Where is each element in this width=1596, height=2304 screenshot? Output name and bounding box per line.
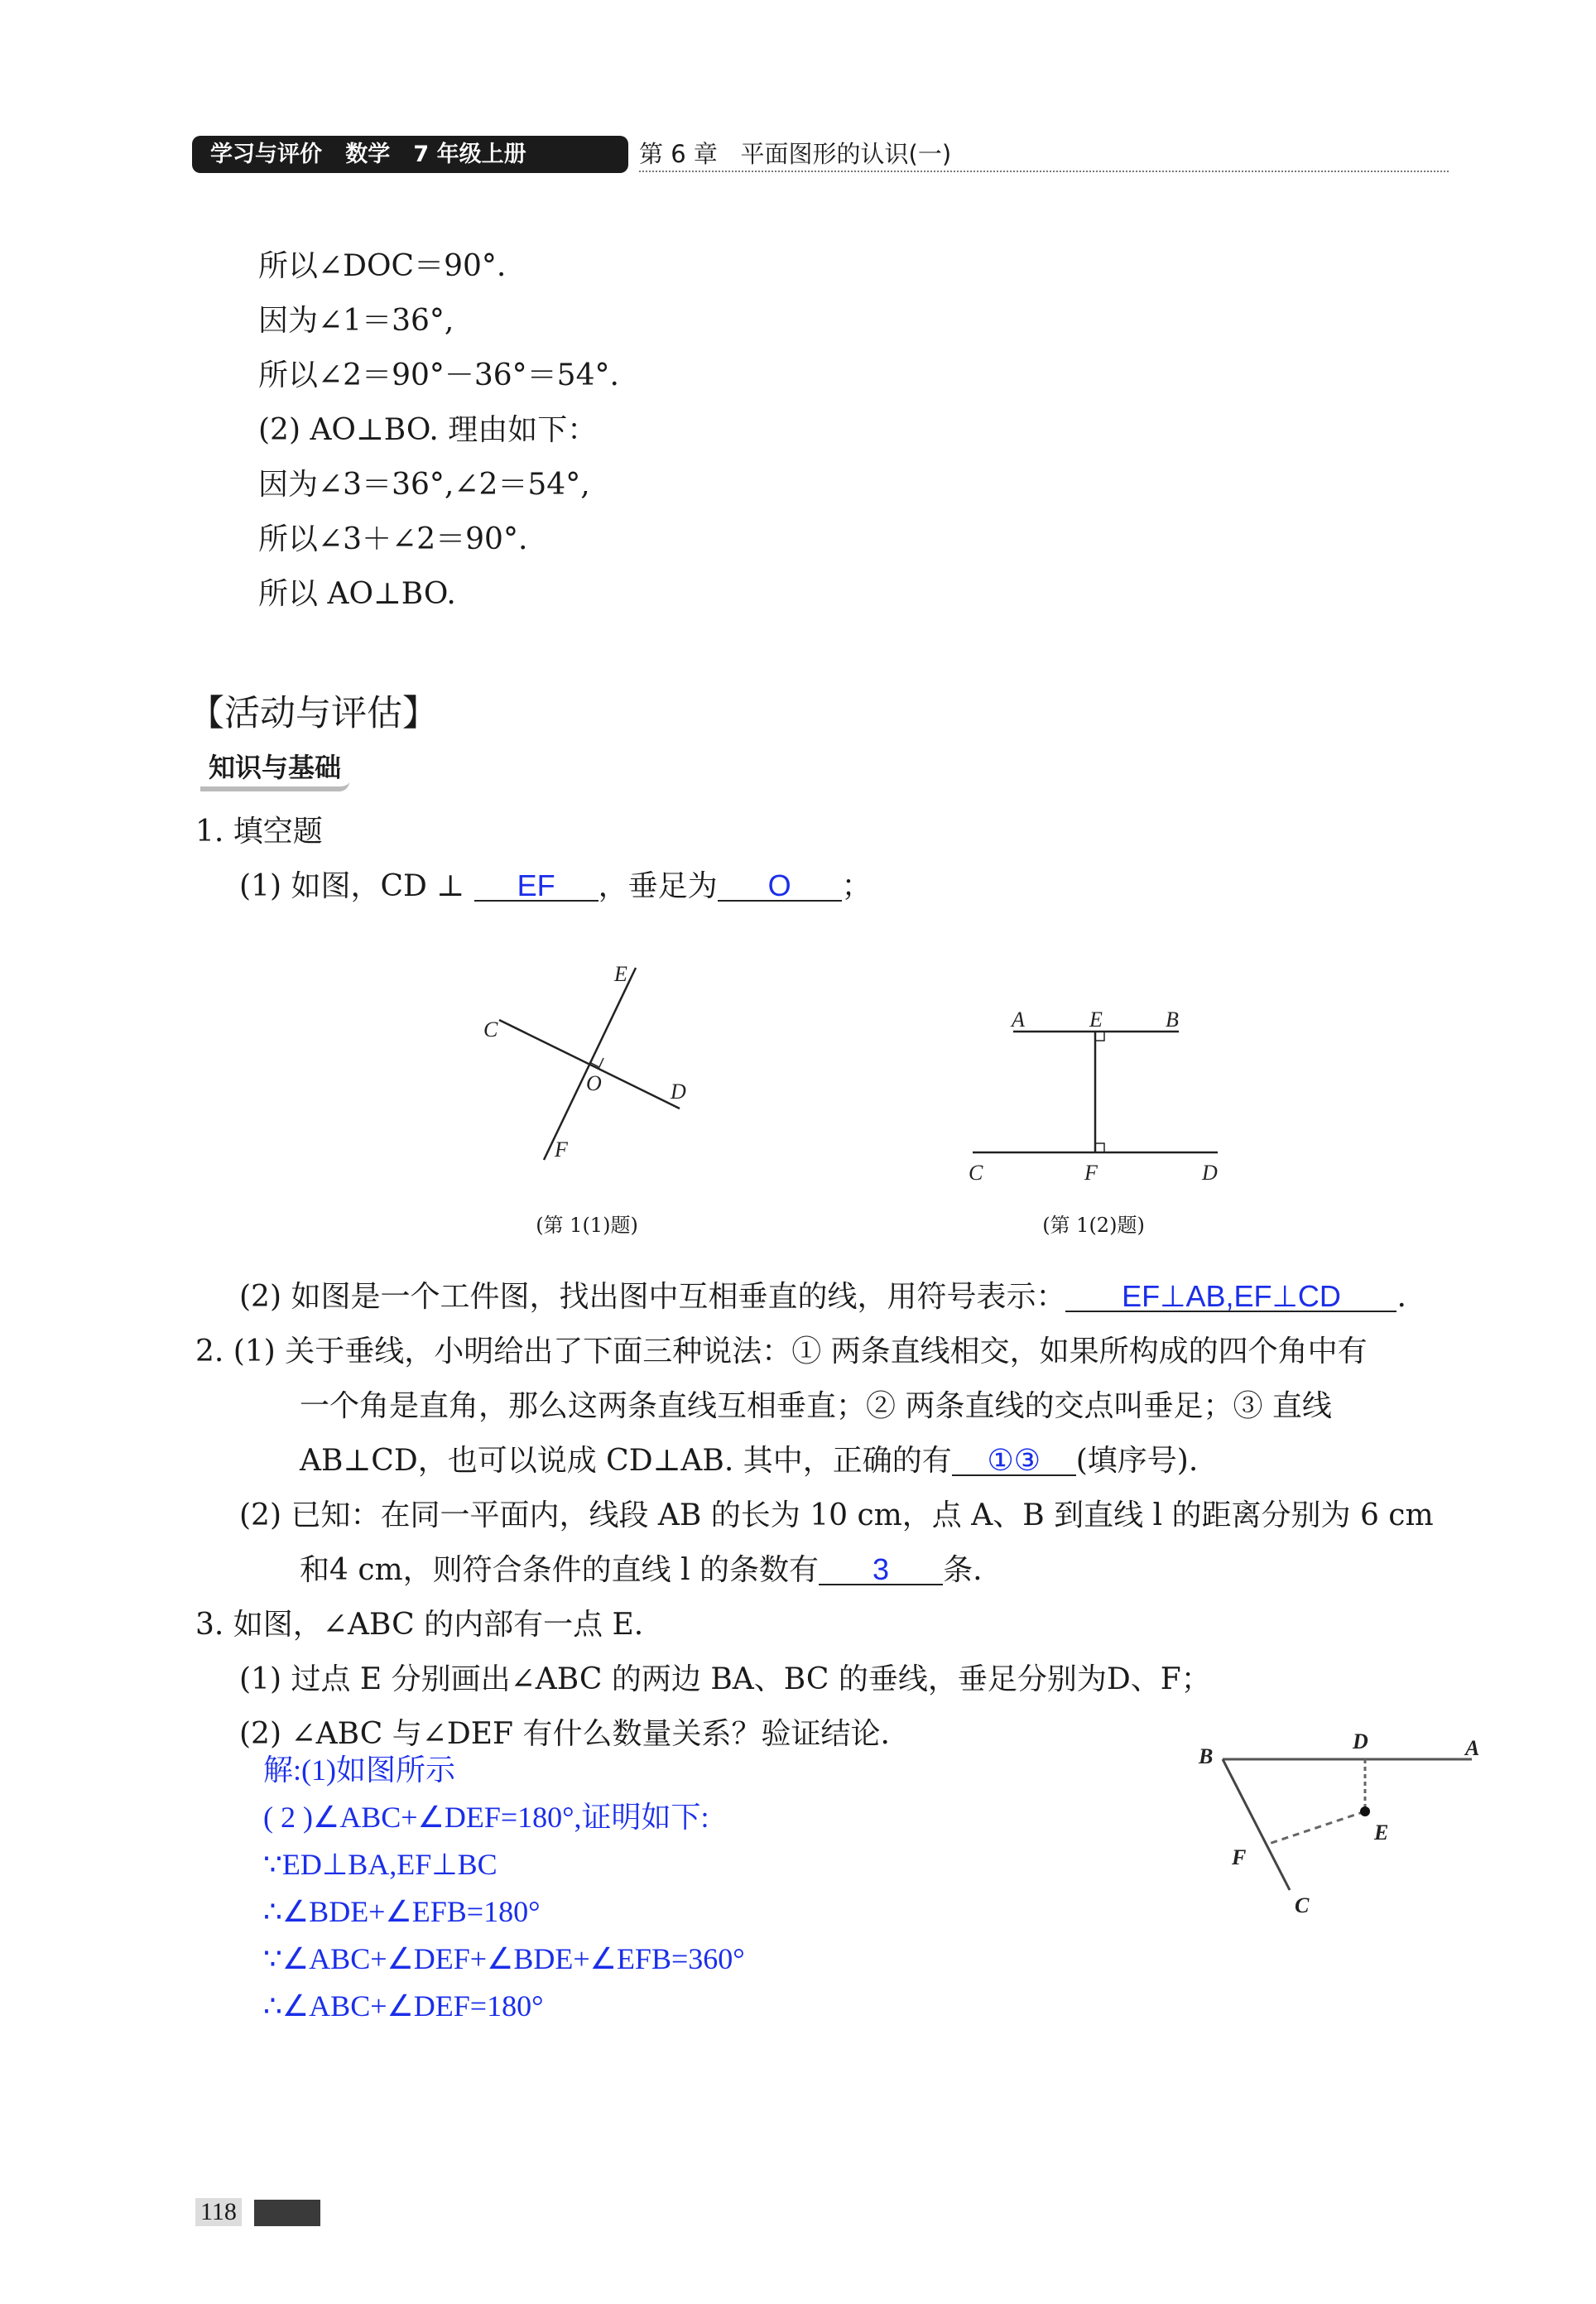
answer-blank: EF — [474, 872, 598, 902]
label-E: E — [1374, 1821, 1389, 1845]
page-number-bar — [254, 2200, 320, 2226]
figure-1-2 — [969, 1008, 1218, 1185]
label-B: B — [1199, 1744, 1214, 1768]
answer-line: ( 2 )∠ABC+∠DEF=180°,证明如下: — [263, 1801, 709, 1834]
label-E: E — [1089, 1008, 1103, 1032]
question-text: 和4 cm，则符合条件的直线 l 的条数有 — [300, 1553, 820, 1587]
label-D: D — [1202, 1161, 1218, 1185]
answer-blank: ①③ — [952, 1446, 1076, 1476]
solution-line: (2) AO⊥BO. 理由如下： — [258, 413, 598, 447]
figure-1-1 — [483, 962, 686, 1162]
label-A: A — [1465, 1736, 1480, 1760]
question-text: ，垂足为 — [598, 869, 718, 903]
question-line: (2) 已知：在同一平面内，线段 AB 的长为 10 cm，点 A、B 到直线 l 的距离分别为 6 cm — [239, 1498, 1434, 1532]
question-text: AB⊥CD，也可以说成 CD⊥AB. 其中，正确的有 — [300, 1444, 952, 1478]
solution-line: 所以 AO⊥BO. — [258, 577, 456, 611]
solution-line: 因为∠1＝36°, — [258, 304, 454, 338]
label-C: C — [969, 1161, 983, 1185]
label-B: B — [1166, 1008, 1179, 1032]
question-line: 3. 如图，∠ABC 的内部有一点 E. — [195, 1608, 644, 1642]
chapter-title: 第 6 章 平面图形的认识(一) — [639, 140, 952, 168]
question-text: ； — [841, 869, 872, 903]
page-number: 118 — [195, 2198, 242, 2226]
question-line: 一个角是直角，那么这两条直线互相垂直；② 两条直线的交点叫垂足；③ 直线 — [300, 1389, 1332, 1423]
label-D: D — [671, 1080, 686, 1104]
label-D: D — [1353, 1729, 1368, 1753]
solution-line: 所以∠3＋∠2＝90°. — [258, 522, 528, 556]
solution-line: 所以∠2＝90°－36°＝54°. — [258, 358, 619, 392]
solution-line: 所以∠DOC＝90°. — [258, 249, 507, 283]
question-text: (1) 如图，CD ⊥ — [239, 869, 474, 903]
answer-line: ∴∠BDE+∠EFB=180° — [263, 1895, 541, 1928]
answer-blank: 3 — [819, 1556, 943, 1585]
figure-caption: (第 1(2)题) — [1042, 1214, 1145, 1237]
label-E: E — [614, 962, 627, 986]
book-title-badge: 学习与评价 数学 7 年级上册 — [192, 136, 628, 173]
label-O: O — [586, 1071, 602, 1095]
label-F: F — [1084, 1161, 1098, 1185]
label-F: F — [1232, 1845, 1247, 1869]
answer-line: ∴∠ABC+∠DEF=180° — [263, 1989, 544, 2023]
solution-line: 因为∠3＝36°,∠2＝54°, — [258, 468, 590, 502]
figure-3 — [1198, 1729, 1479, 1917]
question-line: (1) 过点 E 分别画出∠ABC 的两边 BA、BC 的垂线，垂足分别为D、F； — [239, 1662, 1211, 1696]
answer-blank: O — [718, 872, 842, 902]
subsection-title: 知识与基础 — [200, 745, 349, 791]
label-F: F — [555, 1138, 568, 1162]
answer-line: ∵∠ABC+∠DEF+∠BDE+∠EFB=360° — [263, 1942, 745, 1975]
question-text: (填序号). — [1075, 1444, 1199, 1478]
question-text: . — [1396, 1280, 1406, 1314]
label-C: C — [483, 1017, 498, 1041]
question-line: 2. (1) 关于垂线，小明给出了下面三种说法：① 两条直线相交，如果所构成的四个角中有 — [195, 1335, 1368, 1368]
question-line: 1. 填空题 — [195, 815, 323, 849]
label-C: C — [1295, 1893, 1310, 1917]
question-text: 条. — [943, 1553, 983, 1587]
figure-caption: (第 1(1)题) — [536, 1214, 638, 1237]
answer-blank: EF⊥AB,EF⊥CD — [1065, 1282, 1396, 1312]
label-A: A — [1012, 1008, 1025, 1032]
question-text: (2) 如图是一个工件图，找出图中互相垂直的线，用符号表示： — [239, 1280, 1066, 1314]
answer-line: 解:(1)如图所示 — [263, 1753, 455, 1787]
section-title: 【活动与评估】 — [189, 693, 438, 734]
question-line: (2) ∠ABC 与∠DEF 有什么数量关系？验证结论. — [239, 1717, 890, 1751]
answer-line: ∵ED⊥BA,EF⊥BC — [263, 1848, 498, 1881]
